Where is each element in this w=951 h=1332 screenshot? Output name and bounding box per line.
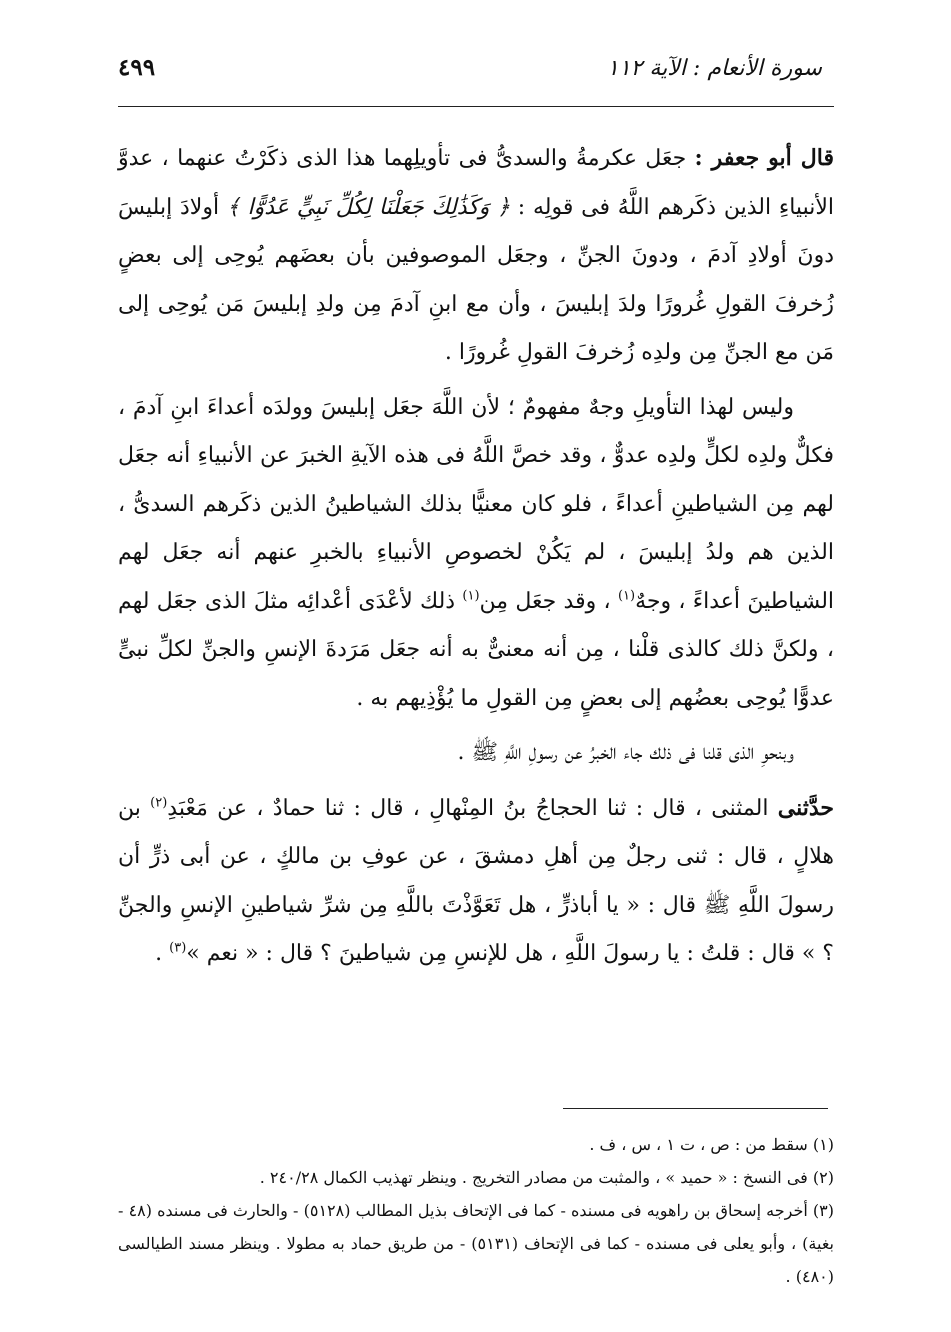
footnote-3: (٣) أخرجه إسحاق بن راهويه فى مسنده - كما فى الإتحاف بذيل المطالب (٥١٢٨) - والحارث فى مسنده (٤٨ - بغية) ، وأبو يعلى فى مسنده - كما فى الإتحاف (٥١٣١) - من طريق حماد به مطولا . وينظر مسند الطيالسى (٤٨٠) . (118, 1201, 835, 1286)
footnote-ref-3: (٣) (169, 940, 187, 956)
paragraph-text: بن هلالٍ ، قال : ثنى رجلٌ مِن أهلِ دمشقَ ، عن عوفِ بن مالكٍ ، عن أبى ذرٍّ أن رسولَ اللَّهِ ﷺ قال : « يا أباذرٍّ ، هل تَعَوَّذْتَ باللَّهِ مِن شرِّ شياطينِ الإنسِ والجنِّ ؟ » قال : قلتُ : يا رسولَ اللَّهِ ، هل للإنسِ مِن شياطينَ ؟ قال : « نعم » (118, 795, 834, 966)
footnote-ref-2: (٢) (150, 795, 168, 811)
footnotes (118, 1128, 834, 1293)
footnote-ref-1: (١) (617, 588, 636, 604)
footnote-2: (٢) فى النسخ : « حميد » ، والمثبت من مصادر التخريج . وينظر تهذيب الكمال ٢٤٠/٢٨ . (259, 1168, 834, 1187)
paragraph-text: أولادَ إبليسَ دونَ أولادِ آدمَ ، ودونَ الجنِّ ، وجعَل الموصوفين بأن بعضَهم يُوحِى إلى بعضٍ زُخرفَ القولِ غُرورًا ولدَ إبليسَ ، وأن مع ابنِ آدمَ مِن ولدِ إبليسَ مَن يُوحِى إلى مَن مع الجنِّ مِن ولدِه زُخرفَ القولِ غُرورًا . (118, 194, 834, 365)
running-header (118, 52, 834, 96)
quran-quote: ﴿ وَكَذَٰلِكَ جَعَلْنَا لِكُلِّ نَبِيٍّ عَدُوًّا ﴾ (226, 194, 511, 220)
paragraph-text: ذلك لأعْدَى أعْدائِه مثلَ الذى جعَل لهم ، ولكنَّ ذلك كالذى قلْنا ، مِن أنه معنىٌّ به أنه جعَل مَرَدةَ الإنسِ والجنِّ لكلِّ نبىٍّ عدوًّا يُوحِى بعضُهم إلى بعضٍ مِن القولِ ما يُؤْذِيهم به . (118, 588, 834, 711)
footnote-1: (١) سقط من : ص ، ت ١ ، س ، ف . (589, 1135, 834, 1154)
page-number: ٤٩٩ (118, 54, 156, 81)
paragraph-1 (118, 134, 834, 378)
paragraph-text: وليس لهذا التأويلِ وجهٌ مفهومٌ ؛ لأن اللَّهَ جعَل إبليسَ وولدَه أعداءَ ابنِ آدمَ ، فكلٌّ ولدِه لكلٍّ ولدِه عدوٌّ ، وقد خصَّ اللَّهُ فى هذه الآيةِ الخبرَ عن الأنبياءِ أنه جعَل لهم مِن الشياطينِ أعداءً ، فلو كان معنيًّا بذلك الشياطينُ الذين ذكَرهم السدىُّ ، الذين هم ولدُ إبليسَ ، لم يَكُنْ لخصوصِ الأنبياءِ بالخبرِ عنهم أنه جعَل لهم الشياطينَ أعداءً ، وجهٌ (118, 394, 835, 614)
paragraph-2 (118, 384, 834, 724)
footnote-divider (563, 1108, 828, 1109)
paragraph-lead: قال أبو جعفر : (694, 145, 835, 171)
paragraph-text: المثنى ، قال : ثنا الحجاجُ بنُ المِنْهالِ ، قال : ثنا حمادٌ ، عن مَعْبَدِ (167, 795, 778, 821)
header-divider (118, 106, 834, 107)
footnote-ref-1b: (١) (462, 588, 480, 604)
paragraph-3 (118, 729, 834, 778)
paragraph-text: . (155, 941, 170, 966)
main-text (118, 134, 834, 979)
paragraph-text: جعَل عكرمةُ والسدىُّ فى تأويلِهما هذا الذى ذكَرْتُ عنهما ، عدوَّ الأنبياءِ الذين ذكَرهم اللَّهُ فى قولِه : (118, 146, 834, 220)
paragraph-lead: حدَّثنى (777, 794, 834, 821)
paragraph-text: ، وقد جعَل مِن (479, 588, 618, 614)
header-title: سورة الأنعام : الآية ١١٢ (606, 56, 822, 81)
paragraph-4 (118, 784, 834, 979)
paragraph-text: وبنحوِ الذى قلنا فى ذلك جاء الخبرُ عن رسولِ اللَّهِ ﷺ . (457, 740, 794, 765)
